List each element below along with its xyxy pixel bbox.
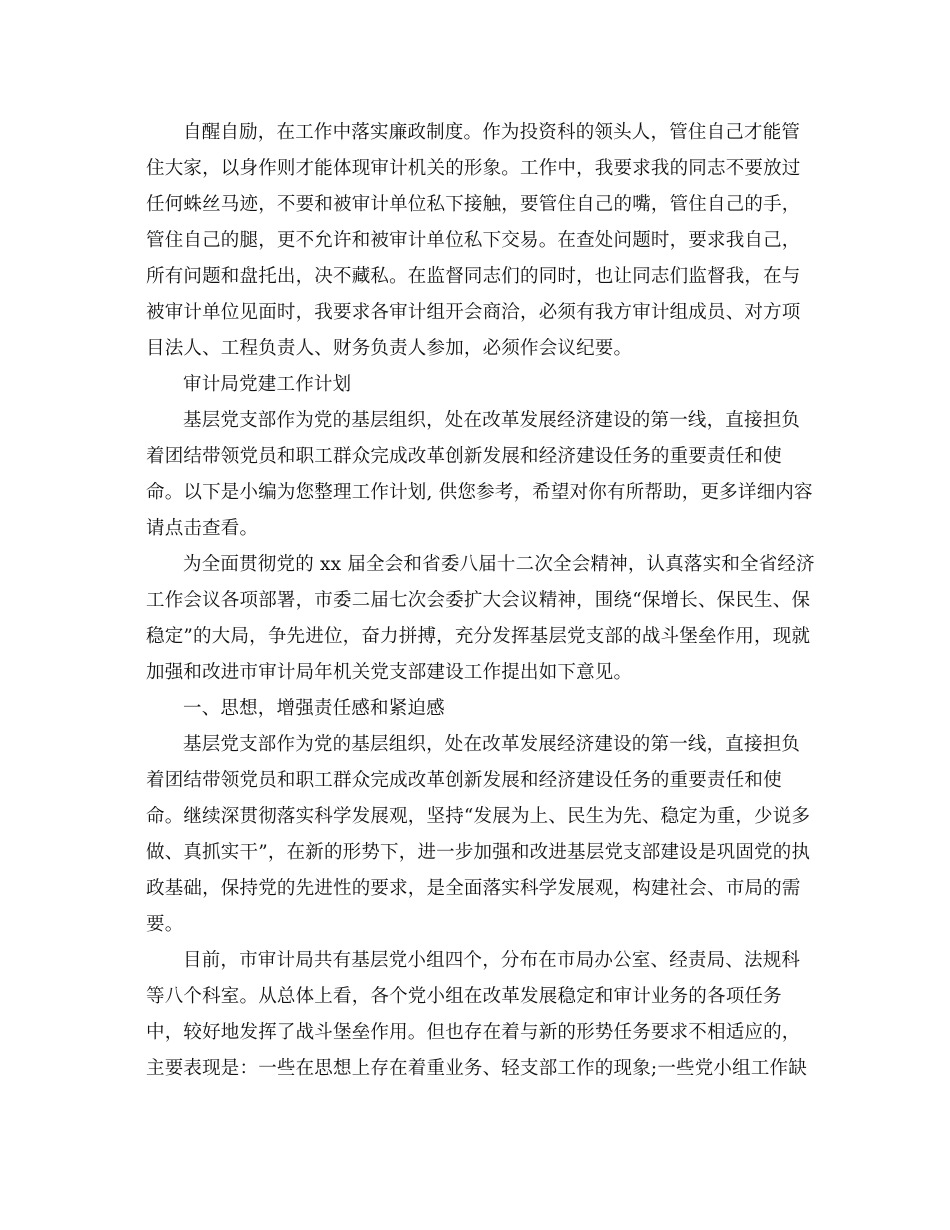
text-line: 着团结带领党员和职工群众完成改革创新发展和经济建设任务的重要责任和使 (146, 446, 782, 467)
text-line: 基层党支部作为党的基层组织，处在改革发展经济建设的第一线，直接担负 (183, 410, 801, 431)
text-line: 所有问题和盘托出，决不藏私。在监督同志们的同时，也让同志们监督我，在与 (146, 266, 801, 287)
text-line: 加强和改进市审计局年机关党支部建设工作提出如下意见。 (146, 662, 633, 683)
text-line: 政基础，保持党的先进性的要求，是全面落实科学发展观，构建社会、市局的需 (146, 878, 801, 899)
text-line: 等八个科室。从总体上看，各个党小组在改革发展稳定和审计业务的各项任务 (146, 986, 782, 1007)
text-line: 被审计单位见面时，我要求各审计组开会商洽，必须有我方审计组成员、对方项 (146, 302, 801, 323)
text-line: 稳定”的大局，争先进位，奋力拼搏，充分发挥基层党支部的战斗堡垒作用，现就 (146, 626, 811, 647)
text-line: 命。以下是小编为您整理工作计划, 供您参考，希望对你有所帮助，更多详细内容 (146, 482, 813, 503)
text-line: 管住自己的腿，更不允许和被审计单位私下交易。在查处问题时，要求我自己， (146, 230, 801, 251)
text-line: 主要表现是：一些在思想上存在着重业务、轻支部工作的现象;一些党小组工作缺 (146, 1058, 807, 1079)
text-line: 审计局党建工作计划 (183, 374, 352, 395)
document-body (146, 115, 815, 1087)
text-line: 工作会议各项部署，市委二届七次会委扩大会议精神，围绕“保增长、保民生、保 (146, 590, 811, 611)
text-line: 任何蛛丝马迹，不要和被审计单位私下接触，要管住自己的嘴，管住自己的手， (146, 194, 801, 215)
text-line: 一、思想，增强责任感和紧迫感 (183, 698, 445, 719)
text-line: 为全面贯彻党的 xx 届全会和省委八届十二次全会精神，认真落实和全省经济 (183, 554, 815, 575)
text-line: 请点击查看。 (146, 518, 259, 539)
text-line: 中，较好地发挥了战斗堡垒作用。但也存在着与新的形势任务要求不相适应的， (146, 1022, 801, 1043)
text-line: 目法人、工程负责人、财务负责人参加，必须作会议纪要。 (146, 338, 633, 359)
text-line: 基层党支部作为党的基层组织，处在改革发展经济建设的第一线，直接担负 (183, 734, 801, 755)
text-line: 要。 (146, 914, 184, 935)
text-line: 命。继续深贯彻落实科学发展观，坚持“发展为上、民生为先、稳定为重，少说多 (146, 806, 811, 827)
text-line: 着团结带领党员和职工群众完成改革创新发展和经济建设任务的重要责任和使 (146, 770, 782, 791)
text-line: 自醒自励，在工作中落实廉政制度。作为投资科的领头人，管住自己才能管 (183, 122, 801, 143)
text-line: 目前，市审计局共有基层党小组四个，分布在市局办公室、经责局、法规科 (183, 950, 801, 971)
text-line: 做、真抓实干”，在新的形势下，进一步加强和改进基层党支部建设是巩固党的执 (146, 842, 811, 863)
text-line: 住大家，以身作则才能体现审计机关的形象。工作中，我要求我的同志不要放过 (146, 158, 801, 179)
